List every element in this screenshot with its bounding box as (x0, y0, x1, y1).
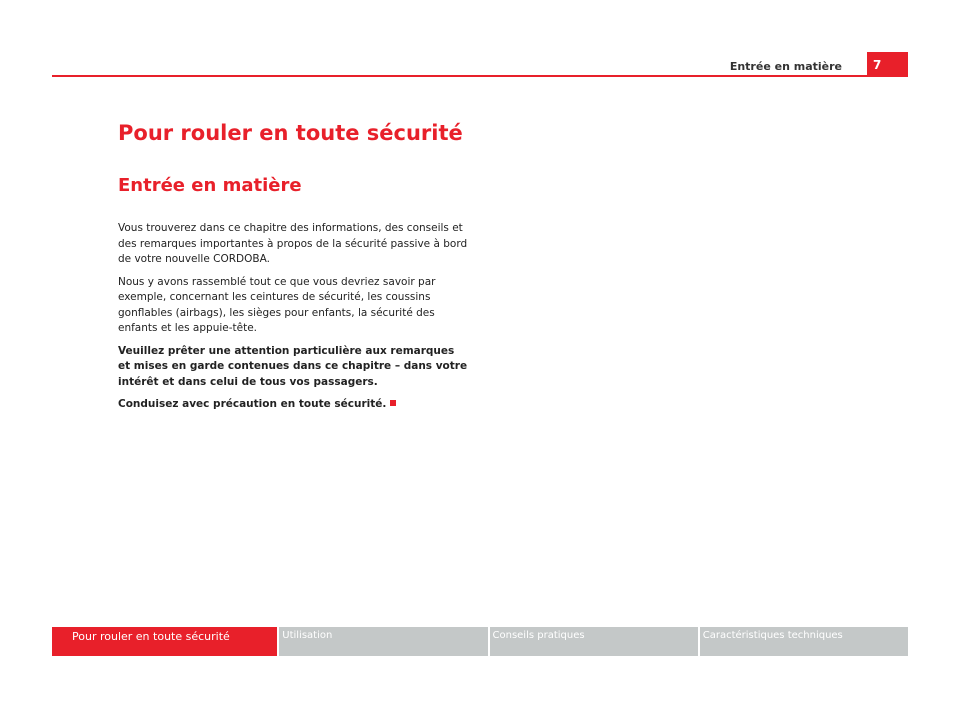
closing-text: Conduisez avec précaution en toute sécurité. (118, 398, 387, 410)
paragraph-topics: Nous y avons rassemblé tout ce que vous devriez savoir par exemple, concernant les ceintures de sécurité, les coussins gonflables (airbags), les sièges pour enfants, la sécurité des enfants et les appuie-tête. (118, 275, 436, 334)
tab-technical-specs[interactable]: Caractéristiques techniques (700, 627, 908, 656)
tab-operation[interactable]: Utilisation (279, 627, 487, 656)
footer-nav (52, 627, 908, 656)
header-rule (52, 75, 867, 77)
tab-safety[interactable]: Pour rouler en toute sécurité (52, 627, 277, 656)
paragraph-closing (118, 397, 468, 413)
chapter-title: Pour rouler en toute sécurité (118, 121, 463, 145)
paragraph-intro: Vous trouverez dans ce chapitre des informations, des conseils et des remarques importantes à propos de la sécurité passive à bord de votre nouvelle CORDOBA. (118, 222, 468, 265)
paragraph-warning: Veuillez prêter une attention particulière aux remarques et mises en garde contenues dans ce chapitre – dans votre intérêt et dans celui de tous vos passagers. (118, 344, 468, 388)
header-title: Entrée en matière (729, 60, 842, 73)
body-text (118, 221, 468, 420)
section-title: Entrée en matière (118, 175, 302, 196)
end-of-section-icon (390, 400, 396, 406)
tab-practical-tips[interactable]: Conseils pratiques (490, 627, 698, 656)
page-number: 7 (867, 52, 908, 77)
